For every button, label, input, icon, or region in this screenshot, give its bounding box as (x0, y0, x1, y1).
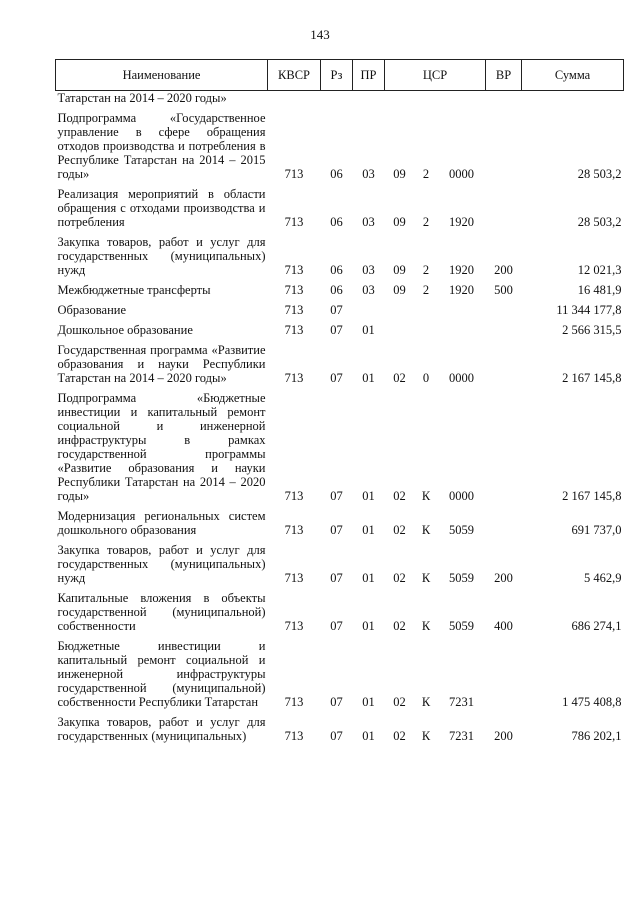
row-kvsr: 713 (284, 619, 304, 633)
row-csr-subprogram: К (421, 523, 431, 537)
row-csr-direction: 0000 (449, 167, 474, 181)
row-csr-direction: 7231 (449, 695, 474, 709)
row-kvsr: 713 (284, 283, 304, 297)
row-pr: 01 (362, 695, 375, 709)
table-row (56, 537, 624, 585)
row-pr: 03 (362, 167, 375, 181)
row-rz: 06 (330, 263, 343, 277)
row-csr-direction: 0000 (449, 489, 474, 503)
table-row (56, 503, 624, 537)
row-csr-subprogram: К (421, 571, 431, 585)
header-kvsr: КВСР (268, 60, 321, 91)
table-row (56, 337, 624, 385)
header-pr: ПР (353, 60, 385, 91)
row-csr-subprogram: К (421, 619, 431, 633)
row-csr-subprogram (415, 297, 438, 317)
row-csr-program: 02 (393, 489, 406, 503)
row-name: Реализация мероприятий в области обращения с отходами производства и потребления (57, 187, 266, 229)
row-sum: 12 021,3 (577, 263, 622, 277)
table-row (56, 385, 624, 503)
row-vr (486, 337, 522, 385)
row-name: Капитальные вложения в объекты государственной (муниципальной) собственности (57, 591, 266, 633)
header-csr: ЦСР (385, 60, 486, 91)
row-pr: 01 (362, 619, 375, 633)
header-rz: Рз (321, 60, 353, 91)
row-name: Межбюджетные трансферты (57, 283, 211, 297)
row-vr (486, 181, 522, 229)
row-pr: 03 (362, 215, 375, 229)
row-vr (486, 385, 522, 503)
table-body (56, 91, 624, 744)
row-kvsr: 713 (284, 695, 304, 709)
row-csr-program (385, 297, 415, 317)
row-kvsr: 713 (284, 215, 304, 229)
row-sum: 786 202,1 (571, 729, 622, 743)
row-pr: 01 (362, 323, 375, 337)
row-name: Закупка товаров, работ и услуг для государственных (муниципальных) нужд (57, 235, 266, 277)
row-vr (486, 503, 522, 537)
row-kvsr: 713 (284, 371, 304, 385)
row-csr-program (385, 91, 415, 106)
row-csr-program: 02 (393, 729, 406, 743)
row-pr (353, 91, 385, 106)
row-rz: 07 (330, 695, 343, 709)
row-sum: 16 481,9 (577, 283, 622, 297)
table-row (56, 585, 624, 633)
row-vr (486, 105, 522, 181)
row-csr-direction: 5059 (449, 523, 474, 537)
header-vr: ВР (486, 60, 522, 91)
row-csr-subprogram: К (421, 489, 431, 503)
row-rz: 07 (330, 489, 343, 503)
row-sum: 2 167 145,8 (562, 489, 622, 503)
row-csr-subprogram: 0 (422, 371, 430, 385)
row-rz: 06 (330, 167, 343, 181)
row-sum: 686 274,1 (571, 619, 622, 633)
header-sum: Сумма (522, 60, 624, 91)
row-csr-subprogram (415, 91, 438, 106)
row-kvsr: 713 (284, 303, 304, 317)
row-pr: 03 (362, 263, 375, 277)
row-csr-direction: 1920 (449, 283, 474, 297)
row-rz: 07 (330, 371, 343, 385)
row-vr (486, 91, 522, 106)
row-sum: 5 462,9 (584, 571, 622, 585)
row-csr-direction (438, 91, 486, 106)
row-rz: 07 (330, 323, 343, 337)
row-kvsr: 713 (284, 167, 304, 181)
row-rz: 06 (330, 215, 343, 229)
row-sum (522, 91, 624, 106)
table-row (56, 633, 624, 709)
row-pr (353, 297, 385, 317)
row-vr (486, 317, 522, 337)
row-vr: 200 (494, 263, 513, 277)
row-vr: 200 (494, 729, 513, 743)
header-name: Наименование (56, 60, 268, 91)
row-csr-subprogram: 2 (422, 215, 430, 229)
row-csr-direction: 7231 (449, 729, 474, 743)
row-rz: 06 (330, 283, 343, 297)
row-sum: 2 566 315,5 (562, 323, 622, 337)
row-vr (486, 633, 522, 709)
row-csr-direction: 5059 (449, 571, 474, 585)
row-vr: 500 (494, 283, 513, 297)
row-kvsr: 713 (284, 263, 304, 277)
row-sum: 28 503,2 (577, 215, 622, 229)
table-header (56, 60, 624, 91)
row-csr-direction: 0000 (449, 371, 474, 385)
row-csr-program: 09 (393, 263, 406, 277)
row-kvsr: 713 (284, 523, 304, 537)
row-rz: 07 (330, 619, 343, 633)
table-row (56, 181, 624, 229)
row-csr-program: 02 (393, 695, 406, 709)
row-rz: 07 (330, 303, 343, 317)
row-name: Государственная программа «Развитие образования и науки Республики Татарстан на 2014 – 2020 годы» (57, 343, 266, 385)
row-sum: 1 475 408,8 (562, 695, 622, 709)
row-csr-direction (438, 317, 486, 337)
row-csr-program: 02 (393, 619, 406, 633)
row-kvsr: 713 (284, 323, 304, 337)
row-csr-direction: 1920 (449, 263, 474, 277)
row-csr-subprogram: 2 (422, 167, 430, 181)
row-vr: 400 (494, 619, 513, 633)
table-row (56, 105, 624, 181)
row-csr-program: 09 (393, 167, 406, 181)
row-pr: 01 (362, 371, 375, 385)
row-csr-program: 09 (393, 215, 406, 229)
row-name: Татарстан на 2014 – 2020 годы» (57, 91, 227, 105)
row-pr: 01 (362, 523, 375, 537)
row-rz: 07 (330, 523, 343, 537)
row-sum: 28 503,2 (577, 167, 622, 181)
table-row (56, 229, 624, 277)
row-kvsr: 713 (284, 729, 304, 743)
table-row (56, 317, 624, 337)
row-vr (486, 297, 522, 317)
row-kvsr: 713 (284, 571, 304, 585)
row-name: Бюджетные инвестиции и капитальный ремонт социальной и инженерной инфраструктуры государственной (муниципальной) собственности Республики Татарстан (57, 639, 266, 709)
row-name: Подпрограмма «Бюджетные инвестиции и капитальный ремонт социальной и инженерной инфраструктуры в рамках государственной программы «Развитие образования и науки Республики Татарстан на 2014 – 2020 годы» (57, 391, 266, 503)
row-sum: 11 344 177,8 (556, 303, 622, 317)
row-csr-program (385, 317, 415, 337)
budget-table (55, 59, 624, 743)
table-row (56, 277, 624, 297)
row-csr-program: 02 (393, 571, 406, 585)
row-pr: 01 (362, 729, 375, 743)
row-kvsr: 713 (284, 489, 304, 503)
row-name: Дошкольное образование (57, 323, 193, 337)
row-vr: 200 (494, 571, 513, 585)
row-name: Модернизация региональных систем дошкольного образования (57, 509, 266, 537)
table-row (56, 297, 624, 317)
row-rz (321, 91, 353, 106)
row-csr-program: 02 (393, 523, 406, 537)
row-csr-direction: 1920 (449, 215, 474, 229)
row-csr-subprogram (415, 317, 438, 337)
row-name: Подпрограмма «Государственное управление в сфере обращения отходов производства и потребления в Республике Татарстан на 2014 – 2015 годы» (57, 111, 266, 181)
row-pr: 01 (362, 489, 375, 503)
row-csr-subprogram: К (421, 695, 431, 709)
row-csr-subprogram: 2 (422, 283, 430, 297)
row-sum: 691 737,0 (571, 523, 622, 537)
table-row (56, 91, 624, 106)
row-name: Образование (57, 303, 127, 317)
row-csr-subprogram: К (421, 729, 431, 743)
row-csr-program: 09 (393, 283, 406, 297)
row-name: Закупка товаров, работ и услуг для государственных (муниципальных) (57, 715, 266, 743)
row-rz: 07 (330, 571, 343, 585)
row-name: Закупка товаров, работ и услуг для государственных (муниципальных) нужд (57, 543, 266, 585)
table-row (56, 709, 624, 743)
row-pr: 03 (362, 283, 375, 297)
page-number: 143 (310, 27, 330, 42)
row-rz: 07 (330, 729, 343, 743)
row-csr-subprogram: 2 (422, 263, 430, 277)
row-csr-direction (438, 297, 486, 317)
row-sum: 2 167 145,8 (562, 371, 622, 385)
row-pr: 01 (362, 571, 375, 585)
row-csr-program: 02 (393, 371, 406, 385)
row-kvsr (268, 91, 321, 106)
row-csr-direction: 5059 (449, 619, 474, 633)
